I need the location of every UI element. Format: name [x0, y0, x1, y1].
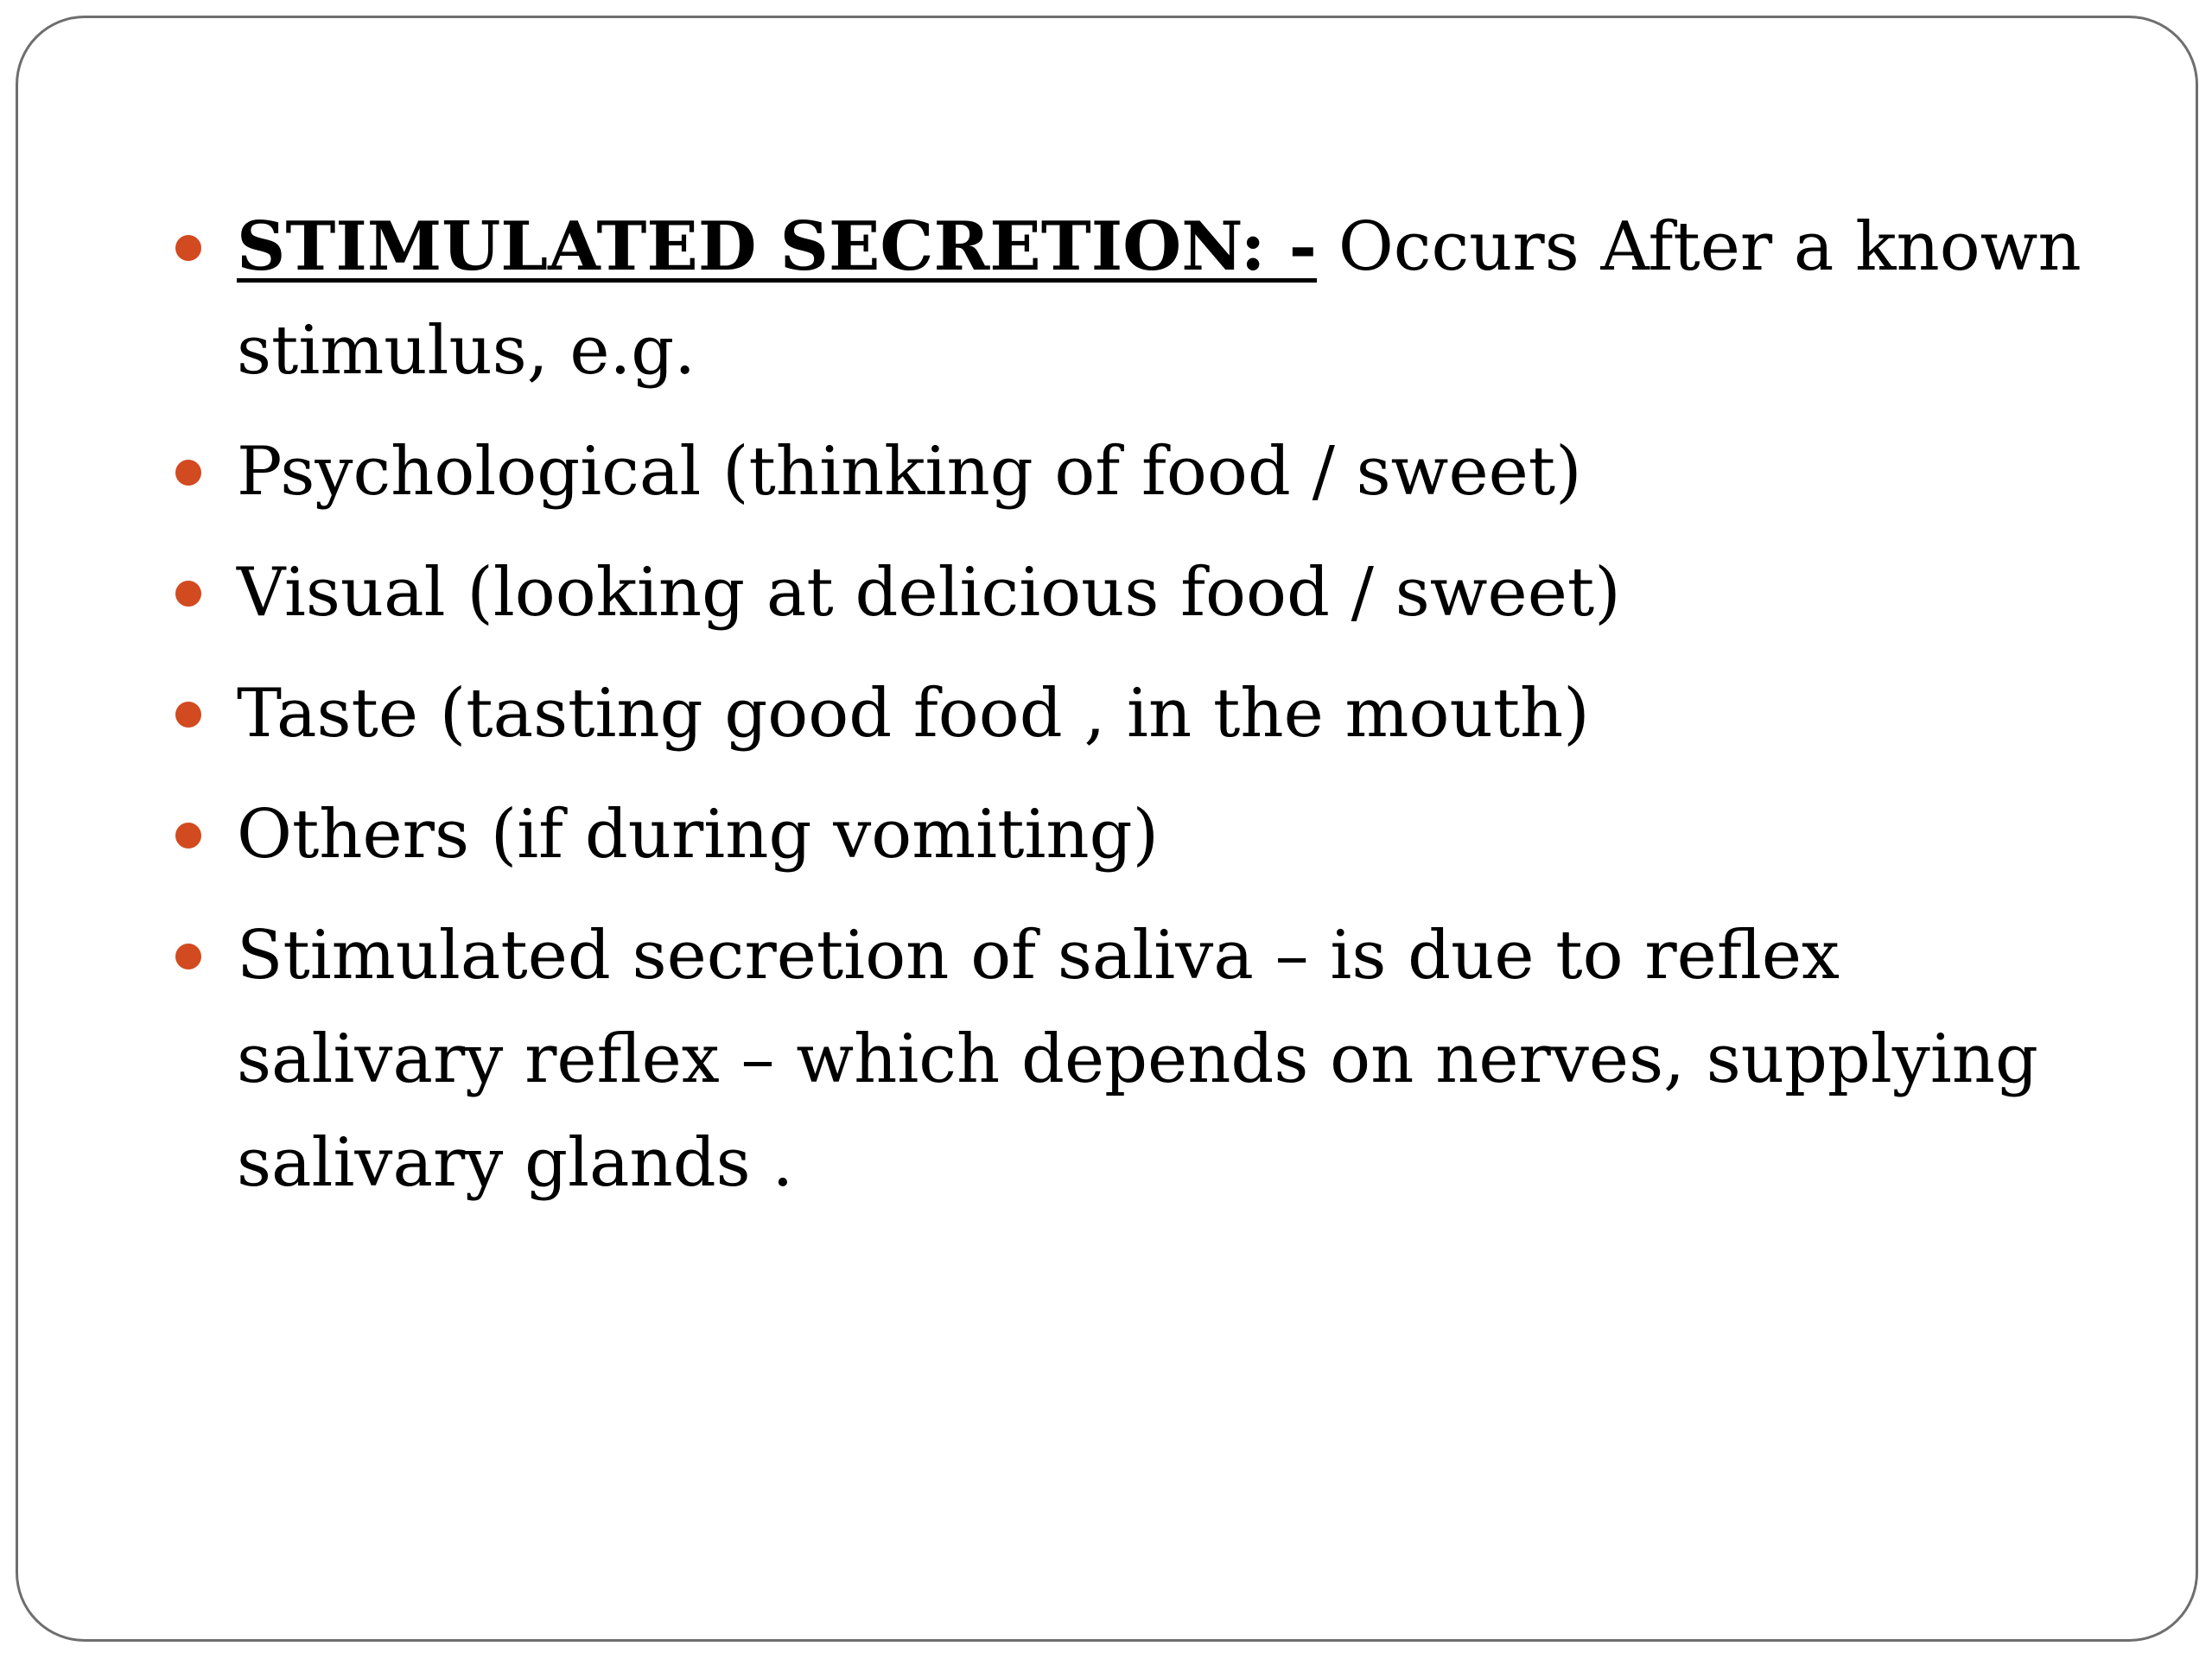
bullet-item-psychological — [169, 420, 2122, 524]
stimulated-secretion-heading: STIMULATED SECRETION: - — [237, 207, 1318, 286]
bullet-dot-icon — [175, 823, 201, 849]
bullet-item-taste — [169, 662, 2122, 766]
bullet-item-visual — [169, 541, 2122, 645]
bullet-item-reflex — [169, 904, 2122, 1215]
bullet-dot-icon — [175, 460, 201, 486]
bullet-dot-icon — [175, 581, 201, 607]
slide-frame — [16, 16, 2198, 1642]
reflex-text: Stimulated secretion of saliva – is due to reflex salivary reflex – which depends on nerves, supplying salivary glands . — [237, 917, 2038, 1202]
visual-text: Visual (looking at delicious food / sweet) — [237, 554, 1621, 632]
others-text: Others (if during vomiting) — [237, 796, 1160, 874]
bullet-item-others — [169, 783, 2122, 887]
stimulated-secretion-text: Occurs After a known stimulus, e.g. — [237, 208, 2082, 390]
psychological-text: Psychological (thinking of food / sweet) — [237, 433, 1582, 511]
bullet-item-stimulated-secretion — [169, 195, 2122, 403]
bullet-dot-icon — [175, 702, 201, 728]
taste-text: Taste (tasting good food , in the mouth) — [237, 675, 1590, 753]
bullet-dot-icon — [175, 235, 201, 261]
bullet-list — [169, 195, 2122, 1232]
bullet-dot-icon — [175, 944, 201, 969]
